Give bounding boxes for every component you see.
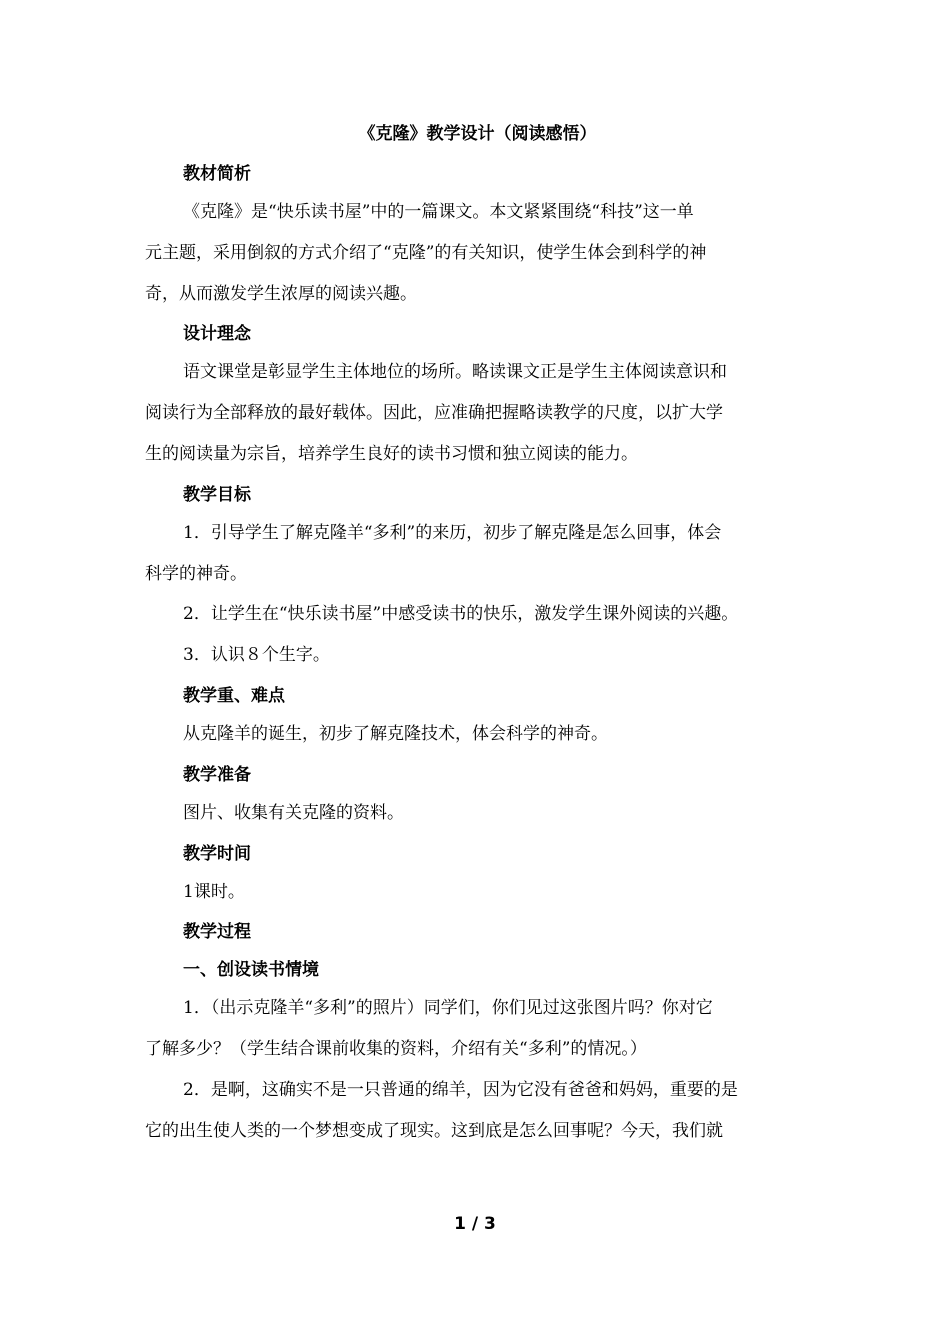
section-heading: 教材简析 <box>183 164 251 184</box>
paragraph <box>145 793 810 834</box>
text-line: 它的出生使人类的一个梦想变成了现实。这到底是怎么回事呢？今天，我们就 <box>145 1120 723 1141</box>
section-heading: 设计理念 <box>183 324 251 345</box>
text-line: 阅读行为全部释放的最好载体。因此，应准确把握略读教学的尺度，以扩大学 <box>145 403 723 424</box>
text-line: 从克隆羊的诞生，初步了解克隆技术，体会科学的神奇。 <box>183 723 608 744</box>
text-line: 2．是啊，这确实不是一只普通的绵羊，因为它没有爸爸和妈妈，重要的是 <box>183 1079 738 1100</box>
text-line: 语文课堂是彰显学生主体地位的场所。略读课文正是学生主体阅读意识和 <box>183 362 727 383</box>
text-line: 生的阅读量为宗旨，培养学生良好的读书习惯和独立阅读的能力。 <box>145 443 638 464</box>
text-line: 元主题，采用倒叙的方式介绍了“克隆”的有关知识，使学生体会到科学的神 <box>145 242 707 263</box>
section-heading: 教学时间 <box>183 843 251 864</box>
section-heading: 教学准备 <box>183 764 251 785</box>
text-line: 奇，从而激发学生浓厚的阅读兴趣。 <box>145 283 417 304</box>
subsection-heading: 一、创设读书情境 <box>183 960 319 981</box>
text-line: 《克隆》是“快乐读书屋”中的一篇课文。本文紧紧围绕“科技”这一单 <box>183 202 694 222</box>
text-line: 图片、收集有关克隆的资料。 <box>183 802 404 823</box>
text-line: 1课时。 <box>183 881 245 902</box>
paragraph <box>145 714 810 755</box>
paragraph-continued <box>145 1111 810 1152</box>
text-line: 1．引导学生了解克隆羊“多利”的来历，初步了解克隆是怎么回事，体会 <box>183 522 722 543</box>
paragraph <box>145 1070 810 1111</box>
paragraph <box>145 635 810 676</box>
paragraph <box>145 352 810 393</box>
paragraph <box>145 594 810 635</box>
text-line: 3．认识８个生字。 <box>183 645 330 666</box>
paragraph-continued <box>145 393 810 475</box>
paragraph-continued <box>145 554 810 595</box>
text-line: 科学的神奇。 <box>145 563 247 584</box>
document-title: 《克隆》教学设计（阅读感悟） <box>358 124 597 144</box>
document-body <box>145 114 810 1152</box>
section-heading: 教学过程 <box>183 922 251 943</box>
paragraph <box>145 872 810 913</box>
text-line: 2．让学生在“快乐读书屋”中感受读书的快乐，激发学生课外阅读的兴趣。 <box>183 604 739 625</box>
text-line: 1．（出示克隆羊“多利”的照片）同学们，你们见过这张图片吗？你对它 <box>183 998 713 1019</box>
page-number: 1 / 3 <box>454 1214 496 1234</box>
text-line: 了解多少？（学生结合课前收集的资料，介绍有关“多利”的情况。） <box>145 1039 647 1060</box>
section-heading: 教学目标 <box>183 484 251 505</box>
paragraph <box>145 192 810 233</box>
paragraph <box>145 988 810 1029</box>
paragraph <box>145 513 810 554</box>
section-heading: 教学重、难点 <box>183 685 285 706</box>
paragraph-continued <box>145 1029 810 1070</box>
paragraph-continued <box>145 233 810 315</box>
